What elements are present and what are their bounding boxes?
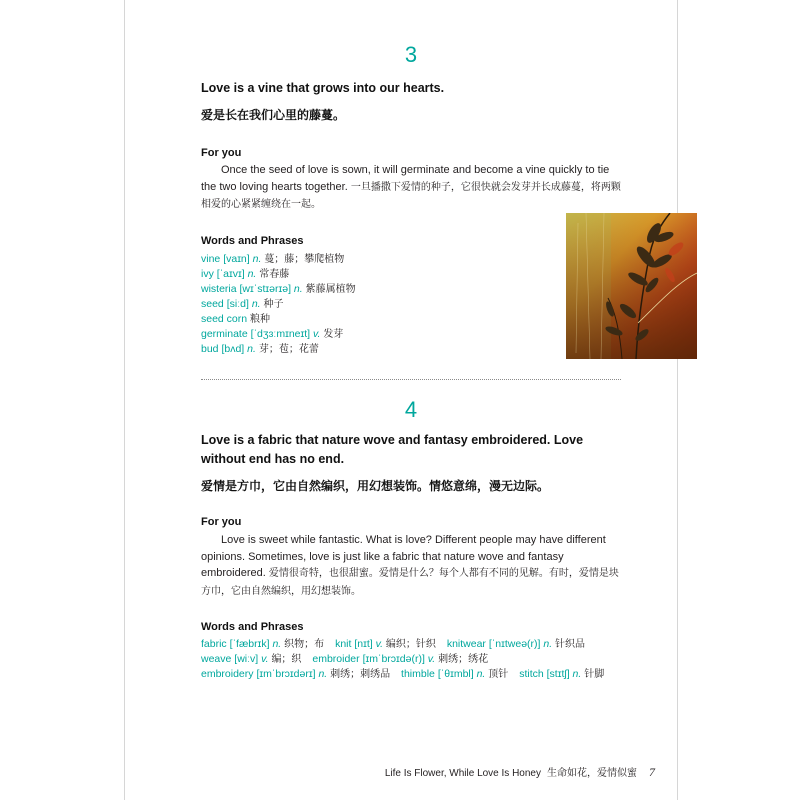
phonetic: [wiːv] — [234, 653, 259, 665]
phonetic: [ɪmˈbrɔɪdə(r)] — [362, 653, 425, 665]
for-you-text-en: Love is sweet while fantastic. What is love? Different people may have different opinions. Sometimes, love is just like a fabric that nature wove and fantasy embroidered. — [201, 534, 606, 579]
word-row — [201, 637, 604, 652]
vocab-word: bud — [201, 343, 219, 355]
part-of-speech: v. — [261, 653, 269, 665]
vocab-word: embroider — [312, 653, 360, 665]
page-number: 7 — [649, 765, 655, 779]
definition: 发芽 — [323, 329, 344, 340]
vocab-word: thimble — [401, 668, 435, 680]
definition: 常春藤 — [259, 269, 290, 280]
part-of-speech: n. — [318, 668, 328, 680]
word-row — [201, 342, 356, 357]
part-of-speech: v. — [313, 328, 321, 340]
phonetic: [ˈaɪvɪ] — [216, 268, 245, 280]
part-of-speech: n. — [272, 638, 282, 650]
footer-title-en: Life Is Flower, While Love Is Honey — [384, 768, 541, 779]
definition: 针织品 — [555, 639, 586, 650]
vocab-word: knitwear — [446, 638, 486, 650]
vocab-word: stitch — [519, 668, 544, 680]
part-of-speech: n. — [251, 298, 261, 310]
vocab-word: seed corn — [201, 313, 248, 325]
phonetic: [ˈdʒɜːmɪneɪt] — [250, 328, 311, 340]
word-row — [201, 297, 356, 312]
entry-heading-en: Love is a vine that grows into our hearts. — [201, 81, 445, 95]
vocab-word: weave — [201, 653, 232, 665]
definition: 粮种 — [250, 314, 271, 325]
definition: 编织；针织 — [385, 639, 436, 650]
definition: 紫藤属植物 — [305, 284, 356, 295]
section-divider — [201, 379, 621, 380]
phonetic: [siːd] — [226, 298, 249, 310]
definition: 织物；布 — [284, 639, 325, 650]
word-row — [201, 327, 356, 342]
words-label: Words and Phrases — [201, 235, 304, 247]
definition: 种子 — [263, 299, 284, 310]
word-list — [201, 252, 356, 357]
vocab-word: vine — [201, 253, 221, 265]
part-of-speech: v. — [375, 638, 383, 650]
word-row — [201, 312, 356, 327]
word-row — [201, 252, 356, 267]
part-of-speech: n. — [476, 668, 486, 680]
vocab-word: germinate — [201, 328, 248, 340]
definition: 针脚 — [584, 669, 605, 680]
vocab-word: knit — [335, 638, 352, 650]
definition: 编；织 — [271, 654, 302, 665]
entry-number: 4 — [404, 397, 418, 422]
vocab-word: seed — [201, 298, 224, 310]
word-row — [201, 652, 604, 667]
words-label: Words and Phrases — [201, 621, 304, 633]
phonetic: [bʌd] — [221, 343, 245, 355]
word-list — [201, 637, 604, 682]
book-page — [124, 0, 678, 800]
definition: 芽；苞；花蕾 — [258, 344, 319, 355]
page-footer — [385, 764, 655, 780]
entry-number: 3 — [404, 42, 418, 67]
vocab-word: fabric — [201, 638, 227, 650]
part-of-speech: n. — [572, 668, 582, 680]
vocab-word: embroidery — [201, 668, 254, 680]
for-you-text-cn: 一旦播撒下爱情的种子，它很快就会发芽并长成藤蔓，将两颗相爱的心紧紧缠绕在一起。 — [201, 181, 621, 210]
for-you-text-en: Once the seed of love is sown, it will germinate and become a vine quickly to tie the two loving hearts together. — [201, 164, 610, 193]
part-of-speech: n. — [252, 253, 262, 265]
part-of-speech: n. — [293, 283, 303, 295]
word-row — [201, 667, 604, 682]
entry-heading-en: Love is a fabric that nature wove and fantasy embroidered. Love without end has no end. — [201, 433, 584, 466]
phonetic: [ˈfæbrɪk] — [229, 638, 270, 650]
definition: 刺绣；刺绣品 — [330, 669, 391, 680]
vocab-word: ivy — [201, 268, 214, 280]
part-of-speech: v. — [427, 653, 436, 665]
vocab-word: wisteria — [201, 283, 237, 295]
part-of-speech: n. — [247, 268, 257, 280]
definition: 顶针 — [488, 669, 509, 680]
vine-painting-image — [566, 213, 697, 359]
part-of-speech: n. — [247, 343, 256, 355]
for-you-text — [201, 162, 621, 214]
phonetic: [wɪˈstɪərɪə] — [239, 283, 291, 295]
for-you-text-cn: 爱情很奇特，也很甜蜜。爱情是什么？每个人都有不同的见解。有时，爱情是块方巾，它由自然编织，用幻想装饰。 — [201, 568, 619, 597]
phonetic: [vaɪn] — [223, 253, 250, 265]
entry-heading-cn: 爱情是方巾，它由自然编织，用幻想装饰。情悠意绵，漫无边际。 — [201, 479, 550, 493]
phonetic: [ɪmˈbrɔɪdərɪ] — [256, 668, 316, 680]
definition: 蔓；藤；攀爬植物 — [264, 254, 345, 265]
phonetic: [ˈnɪtweə(r)] — [488, 638, 541, 650]
word-row — [201, 267, 356, 282]
phonetic: [stɪtʃ] — [546, 668, 570, 680]
word-row — [201, 282, 356, 297]
for-you-label: For you — [201, 516, 242, 528]
phonetic: [nɪt] — [354, 638, 373, 650]
part-of-speech: n. — [543, 638, 553, 650]
for-you-label: For you — [201, 147, 242, 159]
footer-title-cn: 生命如花，爱情似蜜 — [547, 768, 637, 779]
definition: 刺绣；绣花 — [438, 654, 489, 665]
phonetic: [ˈθɪmbl] — [437, 668, 474, 680]
entry-heading-cn: 爱是长在我们心里的藤蔓。 — [201, 108, 346, 122]
for-you-text — [201, 532, 621, 600]
